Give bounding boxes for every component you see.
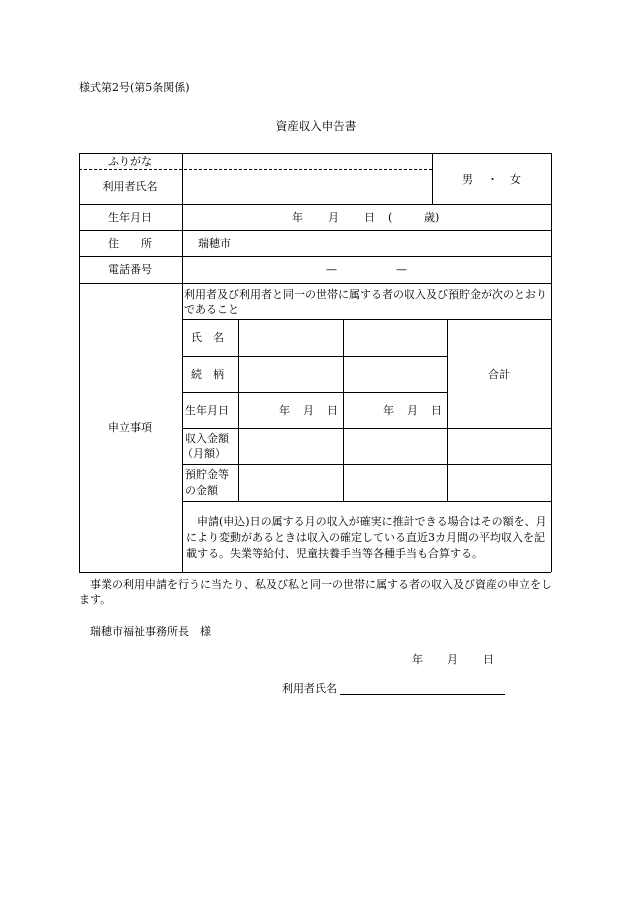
address-label: 住 所 <box>108 237 152 250</box>
form-number: 様式第2号(第5条関係) <box>79 81 190 94</box>
gender-female: 女 <box>510 173 521 186</box>
age-label: 歳) <box>424 211 440 224</box>
date-year: 年 <box>412 653 423 666</box>
signature-label: 利用者氏名 <box>282 682 337 695</box>
birth-year: 年 <box>292 211 303 224</box>
signature-line[interactable] <box>340 694 505 695</box>
inner-income-label-2: （月額） <box>182 447 226 460</box>
birth-day: 日 <box>364 211 375 224</box>
income-note: 申請(申込)日の属する月の収入が確実に推計できる場合はその額を、月により変動があるときは収入の確定している直近3カ月間の平均収入を記載する。失業等給付、児童扶養手当等各種手当も合算する。 <box>186 515 547 560</box>
birth-month: 月 <box>328 211 339 224</box>
total-label: 合計 <box>488 368 510 381</box>
phone-label: 電話番号 <box>108 263 152 276</box>
user-name-label: 利用者氏名 <box>102 180 158 193</box>
phone-dash-2: — <box>396 263 407 276</box>
inner-income-label-1: 収入金額 <box>185 432 229 445</box>
statement-text: 事業の利用申請を行うに当たり、私及び私と同一の世帯に属する者の収入及び資産の申立をします。 <box>79 578 552 606</box>
phone-dash-1: — <box>326 263 337 276</box>
document-title: 資産収入申告書 <box>275 119 357 133</box>
inner-birth-day-1: 日 <box>327 404 338 417</box>
inner-name-label: 氏 名 <box>191 331 224 344</box>
inner-savings-label-2: の金額 <box>185 484 218 497</box>
gender-male: 男 <box>462 173 473 186</box>
inner-birth-year-1: 年 <box>279 404 290 417</box>
declaration-label: 申立事項 <box>108 421 152 434</box>
gender-dot: ・ <box>487 173 498 186</box>
inner-relation-label: 続 柄 <box>191 368 224 381</box>
declaration-intro: 利用者及び利用者と同一の世帯に属する者の収入及び預貯金が次のとおりであること <box>184 288 547 316</box>
furigana-label: ふりがな <box>108 155 152 168</box>
age-open-paren: ( <box>388 211 393 224</box>
addressee: 瑞穂市福祉事務所長 様 <box>90 625 211 638</box>
inner-birth-day-2: 日 <box>431 404 442 417</box>
inner-birth-month-1: 月 <box>303 404 314 417</box>
inner-birth-label: 生年月日 <box>185 404 229 417</box>
inner-birth-month-2: 月 <box>407 404 418 417</box>
address-value: 瑞穂市 <box>198 237 231 250</box>
date-month: 月 <box>447 653 458 666</box>
inner-savings-label-1: 預貯金等 <box>185 468 229 481</box>
birth-date-label: 生年月日 <box>108 211 152 224</box>
date-day: 日 <box>483 653 494 666</box>
inner-birth-year-2: 年 <box>383 404 394 417</box>
